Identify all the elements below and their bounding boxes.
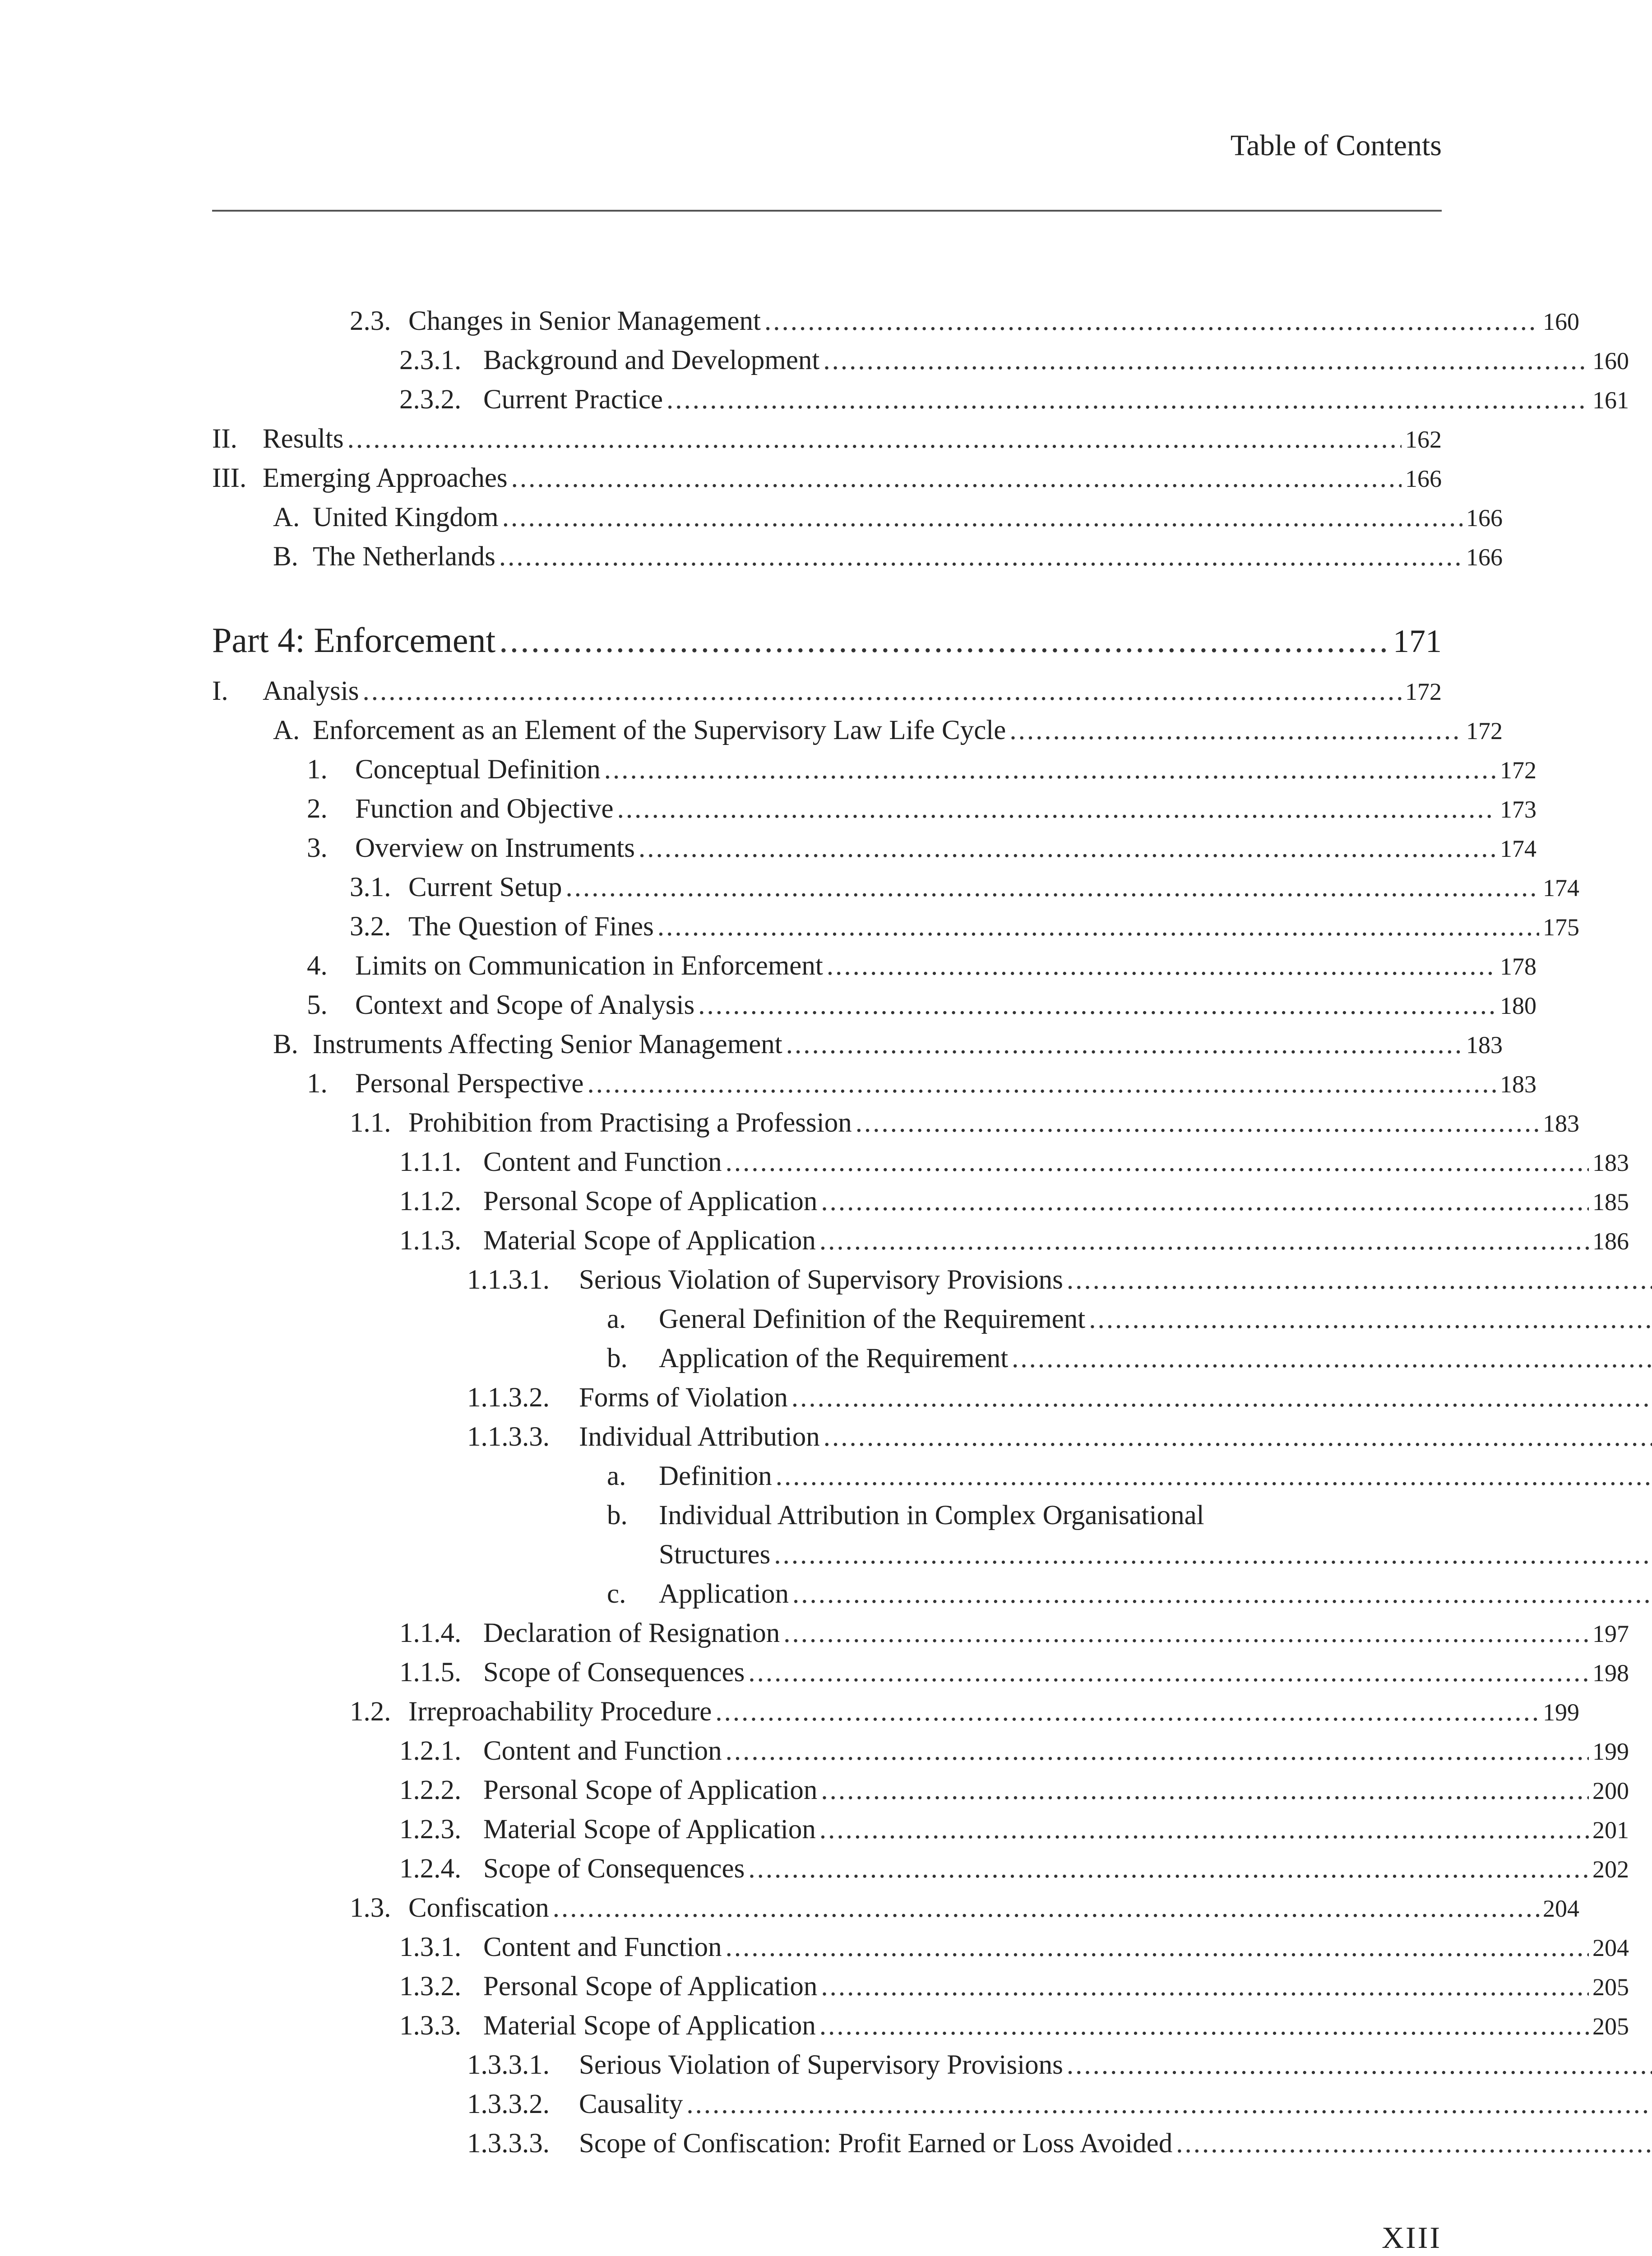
toc-entry-page: 166 bbox=[1405, 465, 1442, 492]
toc-entry-page: 204 bbox=[1543, 1895, 1579, 1922]
toc-entry-page: 183 bbox=[1500, 1071, 1536, 1098]
dot-leader bbox=[1176, 2127, 1652, 2160]
dot-leader bbox=[657, 910, 1539, 943]
dot-leader bbox=[821, 1774, 1589, 1807]
dot-leader bbox=[726, 1146, 1589, 1179]
toc-entry-number: 1.2. bbox=[350, 1697, 391, 1727]
dot-leader bbox=[774, 1538, 1652, 1571]
dot-leader bbox=[823, 344, 1589, 377]
toc-entry-page: 172 bbox=[1405, 678, 1442, 705]
toc-entry-number: 1.1.3. bbox=[399, 1225, 462, 1256]
toc-entry-page: 186 bbox=[1592, 1228, 1629, 1255]
toc-entry[interactable] bbox=[212, 832, 1536, 864]
toc-entry-page: 160 bbox=[1592, 347, 1629, 374]
toc-entry-title: Results bbox=[263, 424, 344, 454]
dot-leader bbox=[363, 675, 1402, 707]
toc-entry[interactable] bbox=[212, 422, 1442, 455]
toc-entry-title: Overview on Instruments bbox=[355, 833, 635, 863]
toc-entry-title: Material Scope of Application bbox=[483, 2011, 816, 2041]
toc-entry-page: 185 bbox=[1592, 1188, 1629, 1216]
toc-entry[interactable] bbox=[212, 1263, 1652, 1296]
toc-entry-page: 199 bbox=[1543, 1699, 1579, 1726]
toc-entry-number: 2.3. bbox=[350, 306, 391, 336]
dot-leader bbox=[617, 792, 1496, 825]
toc-entry-page: 197 bbox=[1592, 1620, 1629, 1647]
toc-entry[interactable] bbox=[212, 1813, 1629, 1846]
toc-entry-title: Irreproachability Procedure bbox=[408, 1697, 712, 1727]
toc-entry[interactable] bbox=[212, 949, 1536, 982]
toc-entry-number: 1.1.3.2. bbox=[467, 1382, 550, 1413]
dot-leader bbox=[856, 1106, 1539, 1139]
toc-entry-number: a. bbox=[607, 1461, 626, 1491]
toc-entry-title: Current Setup bbox=[408, 872, 562, 902]
toc-entry-number: a. bbox=[607, 1304, 626, 1334]
toc-entry-page: 205 bbox=[1592, 2013, 1629, 2040]
toc-entry-title: Content and Function bbox=[483, 1736, 722, 1766]
dot-leader bbox=[553, 1891, 1539, 1924]
toc-entry-page: 183 bbox=[1543, 1110, 1579, 1137]
dot-leader bbox=[588, 1067, 1497, 1100]
dot-leader bbox=[1089, 1303, 1652, 1336]
toc-entry[interactable] bbox=[212, 675, 1442, 707]
toc-entry[interactable] bbox=[212, 344, 1629, 377]
toc-entry[interactable] bbox=[212, 792, 1536, 825]
toc-entry-number: 1.1. bbox=[350, 1108, 391, 1138]
toc-entry-number: 4. bbox=[307, 951, 328, 981]
toc-entry[interactable] bbox=[212, 540, 1503, 573]
dot-leader bbox=[1009, 714, 1462, 747]
dot-leader bbox=[786, 1028, 1462, 1061]
toc-entry-number: 1.3.3.3. bbox=[467, 2128, 550, 2159]
toc-entry-number: 1. bbox=[307, 1068, 328, 1099]
toc-entry-number: 1.1.4. bbox=[399, 1618, 462, 1648]
toc-entry-number: I. bbox=[212, 676, 228, 706]
dot-leader bbox=[715, 1695, 1539, 1728]
toc-entry-page: 198 bbox=[1592, 1660, 1629, 1687]
toc-entry-title: Declaration of Resignation bbox=[483, 1618, 780, 1648]
toc-entry-title: Definition bbox=[659, 1461, 772, 1491]
toc-entry-number: 1.3.3. bbox=[399, 2011, 462, 2041]
toc-entry[interactable] bbox=[212, 2127, 1652, 2160]
toc-entry-number: b. bbox=[607, 1500, 628, 1530]
dot-leader bbox=[1012, 1342, 1652, 1375]
toc-entry[interactable] bbox=[212, 871, 1579, 904]
toc-entry[interactable] bbox=[212, 1381, 1652, 1414]
toc-entry[interactable] bbox=[212, 462, 1442, 495]
toc-entry-number: c. bbox=[607, 1579, 626, 1609]
dot-leader bbox=[347, 422, 1402, 455]
toc-entry-page: 180 bbox=[1500, 992, 1536, 1019]
toc-entry[interactable] bbox=[212, 910, 1579, 943]
toc-entry[interactable] bbox=[212, 1734, 1629, 1767]
toc-entry-number: A. bbox=[273, 715, 300, 745]
toc-entry-number: 1.2.3. bbox=[399, 1814, 462, 1845]
toc-entry[interactable] bbox=[212, 2088, 1652, 2121]
toc-entry-title: The Netherlands bbox=[313, 541, 495, 572]
dot-leader bbox=[499, 540, 1462, 573]
dot-leader bbox=[1067, 2048, 1652, 2081]
dot-leader bbox=[824, 1420, 1652, 1453]
dot-leader bbox=[726, 1931, 1589, 1964]
dot-leader bbox=[821, 1970, 1589, 2003]
toc-entry[interactable] bbox=[212, 989, 1536, 1022]
toc-entry-number: 1.1.3.1. bbox=[467, 1265, 550, 1295]
toc-entry-page: 174 bbox=[1500, 835, 1536, 862]
running-header: Table of Contents bbox=[1230, 129, 1442, 162]
toc-entry-number: 1.1.1. bbox=[399, 1147, 462, 1177]
toc-entry-page: 200 bbox=[1592, 1777, 1629, 1804]
toc-entry-title: Confiscation bbox=[408, 1893, 549, 1923]
toc-entry-title: Material Scope of Application bbox=[483, 1814, 816, 1845]
toc-entry-page: 204 bbox=[1592, 1934, 1629, 1961]
toc-entry-title: Causality bbox=[579, 2089, 683, 2119]
toc-entry-number: 1.2.4. bbox=[399, 1854, 462, 1884]
toc-entry-title: Enforcement as an Element of the Supervisory Law Life Cycle bbox=[313, 715, 1006, 745]
toc-entry-title: Context and Scope of Analysis bbox=[355, 990, 695, 1020]
toc-entry-number: 5. bbox=[307, 990, 328, 1020]
toc-entry-title: Forms of Violation bbox=[579, 1382, 788, 1413]
toc-entry[interactable] bbox=[212, 1577, 1652, 1610]
toc-entry[interactable] bbox=[212, 501, 1503, 534]
toc-part-title: Part 4: Enforcement bbox=[212, 620, 496, 660]
toc-entry[interactable] bbox=[212, 1931, 1629, 1964]
toc-entry-title: Scope of Consequences bbox=[483, 1657, 745, 1687]
toc-entry-title: Personal Scope of Application bbox=[483, 1775, 818, 1805]
toc-entry-title: Background and Development bbox=[483, 345, 820, 375]
toc-entry[interactable] bbox=[212, 1970, 1629, 2003]
toc-entry-title: Content and Function bbox=[483, 1147, 722, 1177]
toc-entry-multiline[interactable] bbox=[607, 1499, 1204, 1532]
toc-entry-title: Limits on Communication in Enforcement bbox=[355, 951, 823, 981]
toc-entry[interactable] bbox=[212, 1028, 1503, 1061]
toc-entry-title: Prohibition from Practising a Profession bbox=[408, 1108, 852, 1138]
toc-entry-number: 1.1.2. bbox=[399, 1186, 462, 1216]
dot-leader bbox=[686, 2088, 1652, 2121]
dot-leader bbox=[604, 753, 1496, 786]
toc-entry-number: B. bbox=[273, 541, 298, 572]
toc-entry[interactable] bbox=[212, 1656, 1629, 1689]
toc-entry-page: 174 bbox=[1543, 874, 1579, 901]
toc-entry[interactable] bbox=[212, 1891, 1579, 1924]
toc-entry-number: A. bbox=[273, 502, 300, 532]
dot-leader bbox=[748, 1852, 1589, 1885]
toc-entry[interactable] bbox=[212, 1106, 1579, 1139]
toc-entry[interactable] bbox=[212, 714, 1503, 747]
toc-entry-page: 202 bbox=[1592, 1856, 1629, 1883]
dot-leader bbox=[792, 1577, 1652, 1610]
toc-entry-title: Current Practice bbox=[483, 384, 663, 415]
dot-leader bbox=[764, 305, 1539, 337]
dot-leader bbox=[748, 1656, 1589, 1689]
toc-entry[interactable] bbox=[212, 1617, 1629, 1650]
toc-entry[interactable] bbox=[212, 1224, 1629, 1257]
dot-leader bbox=[776, 1460, 1652, 1493]
dot-leader bbox=[698, 989, 1496, 1022]
toc-entry-title: Instruments Affecting Senior Management bbox=[313, 1029, 782, 1059]
toc-entry-number: 1.3. bbox=[350, 1893, 391, 1923]
toc-entry[interactable] bbox=[212, 1695, 1579, 1728]
toc-entry-page: 175 bbox=[1543, 914, 1579, 941]
toc-entry[interactable] bbox=[212, 1852, 1629, 1885]
dot-leader bbox=[499, 619, 1389, 661]
toc-entry-title: Application of the Requirement bbox=[659, 1343, 1009, 1373]
dot-leader bbox=[791, 1381, 1652, 1414]
toc-entry-number: b. bbox=[607, 1343, 628, 1373]
toc-entry-title: General Definition of the Requirement bbox=[659, 1304, 1086, 1334]
toc-entry-number: 1.3.2. bbox=[399, 1971, 462, 2002]
dot-leader bbox=[502, 501, 1462, 534]
toc-entry-page: 160 bbox=[1543, 308, 1579, 335]
dot-leader bbox=[1067, 1263, 1652, 1296]
toc-entry-number: 3.1. bbox=[350, 872, 391, 902]
toc-entry-title: Individual Attribution in Complex Organisational bbox=[659, 1500, 1204, 1530]
toc-entry-number: 2.3.2. bbox=[399, 384, 462, 415]
toc-entry[interactable] bbox=[212, 305, 1579, 337]
toc-entry[interactable] bbox=[212, 2009, 1629, 2042]
toc-entry-title: The Question of Fines bbox=[408, 911, 654, 942]
toc-entry[interactable] bbox=[212, 1146, 1629, 1179]
toc-entry[interactable] bbox=[212, 1774, 1629, 1807]
toc-entry-number: II. bbox=[212, 424, 237, 454]
toc-entry-title: Conceptual Definition bbox=[355, 754, 601, 785]
toc-entry-number: 1.3.1. bbox=[399, 1932, 462, 1962]
toc-entry-page: 161 bbox=[1592, 387, 1629, 414]
dot-leader bbox=[726, 1734, 1589, 1767]
dot-leader bbox=[566, 871, 1539, 904]
toc-entry-number: 1.3.3.1. bbox=[467, 2050, 550, 2080]
dot-leader bbox=[821, 1185, 1589, 1218]
toc-entry[interactable] bbox=[212, 1420, 1652, 1453]
toc-entry[interactable] bbox=[212, 1342, 1652, 1375]
toc-entry-title: Scope of Consequences bbox=[483, 1854, 745, 1884]
toc-entry-title: Scope of Confiscation: Profit Earned or Loss Avoided bbox=[579, 2128, 1173, 2159]
toc-entry-title: Serious Violation of Supervisory Provisions bbox=[579, 2050, 1063, 2080]
toc-entry-number: 3. bbox=[307, 833, 328, 863]
toc-entry-continuation[interactable] bbox=[212, 1538, 1652, 1571]
toc-entry-page: 166 bbox=[1466, 504, 1503, 532]
toc-entry[interactable] bbox=[212, 2048, 1652, 2081]
toc-entry-title: United Kingdom bbox=[313, 502, 499, 532]
toc-entry-number: 2. bbox=[307, 794, 328, 824]
header-divider bbox=[212, 210, 1442, 212]
toc-entry-title: Serious Violation of Supervisory Provisions bbox=[579, 1265, 1063, 1295]
toc-part-page: 171 bbox=[1393, 623, 1442, 659]
toc-entry[interactable] bbox=[212, 1303, 1652, 1336]
toc-entry-page: 173 bbox=[1500, 796, 1536, 823]
toc-entry-number: 1.2.2. bbox=[399, 1775, 462, 1805]
toc-entry-page: 178 bbox=[1500, 953, 1536, 980]
toc-entry[interactable] bbox=[212, 1067, 1536, 1100]
toc-entry-page: 199 bbox=[1592, 1738, 1629, 1765]
toc-entry-title: Analysis bbox=[263, 676, 359, 706]
toc-entry-number: 3.2. bbox=[350, 911, 391, 942]
toc-entry-page: 172 bbox=[1500, 757, 1536, 784]
toc-entry-page: 201 bbox=[1592, 1817, 1629, 1844]
dot-leader bbox=[819, 1224, 1589, 1257]
toc-entry[interactable] bbox=[212, 1460, 1652, 1493]
toc-entry-page: 205 bbox=[1592, 1974, 1629, 2001]
toc-entry-title: Content and Function bbox=[483, 1932, 722, 1962]
toc-entry-number: 2.3.1. bbox=[399, 345, 462, 375]
toc-entry[interactable] bbox=[212, 1185, 1629, 1218]
toc-entry-number: 1.1.5. bbox=[399, 1657, 462, 1687]
toc-entry-number: B. bbox=[273, 1029, 298, 1059]
dot-leader bbox=[639, 832, 1496, 864]
dot-leader bbox=[827, 949, 1496, 982]
toc-entry-number: III. bbox=[212, 463, 247, 493]
toc-entry-number: 1. bbox=[307, 754, 328, 785]
toc-entry-title: Emerging Approaches bbox=[263, 463, 508, 493]
toc-entry-title: Personal Scope of Application bbox=[483, 1186, 818, 1216]
dot-leader bbox=[783, 1617, 1589, 1650]
toc-entry-number: 1.1.3.3. bbox=[467, 1422, 550, 1452]
toc-entry-title: Structures bbox=[659, 1539, 771, 1570]
toc-entry-title: Personal Scope of Application bbox=[483, 1971, 818, 2002]
toc-entry[interactable] bbox=[212, 753, 1536, 786]
toc-entry-title: Changes in Senior Management bbox=[408, 306, 761, 336]
toc-entry-page: 162 bbox=[1405, 426, 1442, 453]
toc-entry-title: Application bbox=[659, 1579, 789, 1609]
dot-leader bbox=[819, 1813, 1589, 1846]
toc-entry-page: 172 bbox=[1466, 717, 1503, 744]
page-number: XIII bbox=[1381, 2220, 1442, 2255]
toc-entry-page: 183 bbox=[1466, 1031, 1503, 1059]
toc-entry-title: Function and Objective bbox=[355, 794, 614, 824]
toc-entry-title: Material Scope of Application bbox=[483, 1225, 816, 1256]
toc-entry-number: 1.3.3.2. bbox=[467, 2089, 550, 2119]
toc-entry-page: 166 bbox=[1466, 544, 1503, 571]
toc-entry[interactable] bbox=[212, 383, 1629, 416]
dot-leader bbox=[819, 2009, 1589, 2042]
toc-entry-title: Personal Perspective bbox=[355, 1068, 584, 1099]
toc-entry-number: 1.2.1. bbox=[399, 1736, 462, 1766]
toc-part-heading[interactable] bbox=[212, 619, 1442, 661]
toc-entry-page: 183 bbox=[1592, 1149, 1629, 1176]
dot-leader bbox=[666, 383, 1589, 416]
dot-leader bbox=[511, 462, 1402, 495]
toc-entry-title: Individual Attribution bbox=[579, 1422, 820, 1452]
